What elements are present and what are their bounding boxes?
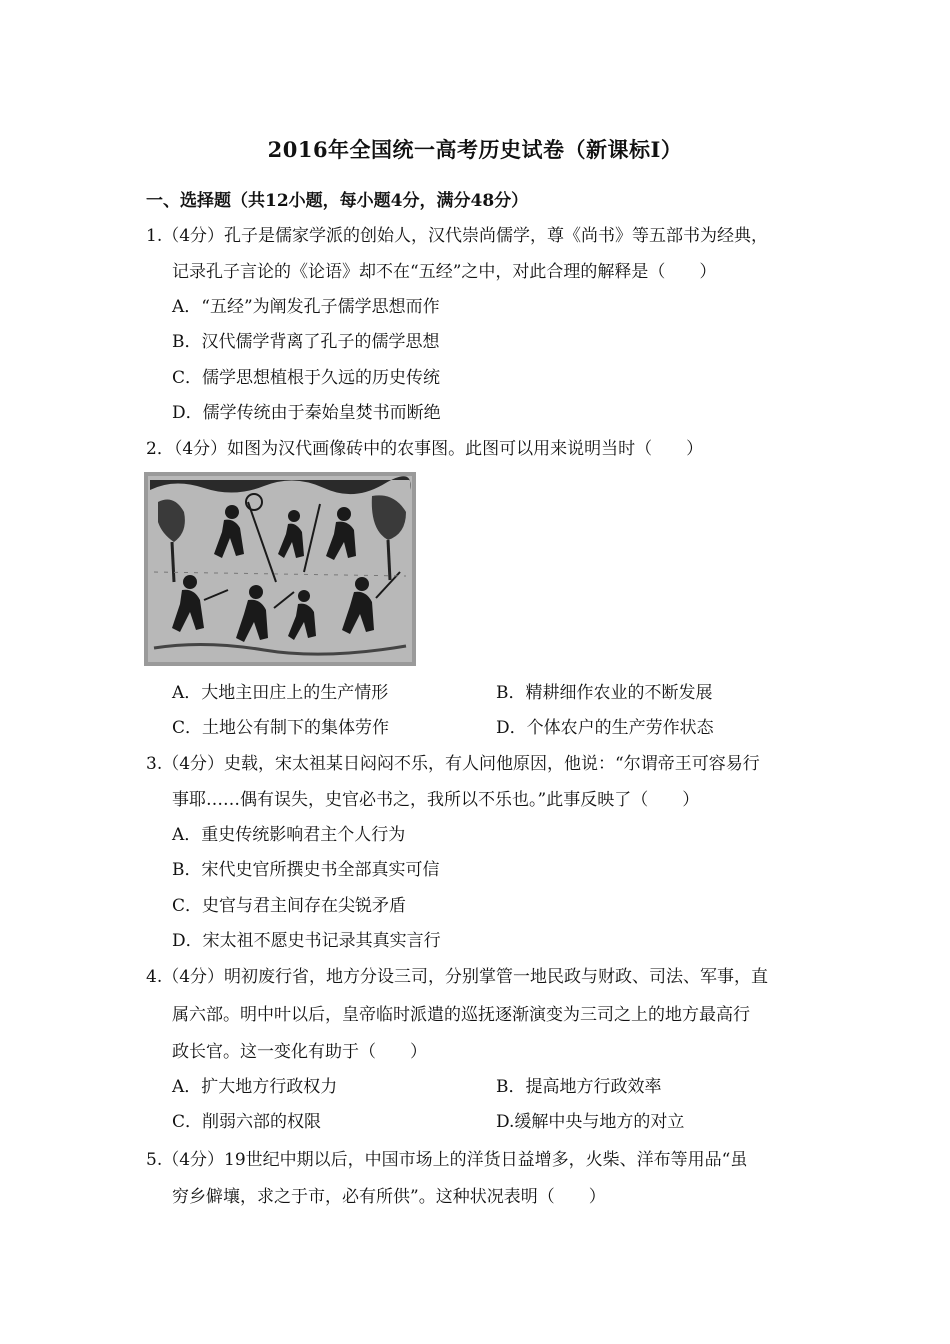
question-5-line-2: 穷乡僻壤，求之于市，必有所供”。这种状况表明（ ） [172,1187,606,1207]
question-4-option-b: B．提高地方行政效率 [496,1077,662,1097]
question-2-option-d: D．个体农户的生产劳作状态 [496,718,714,738]
farming-scene-image [144,472,416,666]
question-3-option-c: C．史官与君主间存在尖锐矛盾 [172,896,407,916]
question-4-option-d: D.缓解中央与地方的对立 [496,1112,685,1132]
question-1-line-2: 记录孔子言论的《论语》却不在“五经”之中，对此合理的解释是（ ） [172,262,717,282]
question-2-option-c: C．土地公有制下的集体劳作 [172,718,390,738]
question-3-line-2: 事耶……偶有误失，史官必书之，我所以不乐也。”此事反映了（ ） [172,790,700,810]
question-4-line-2: 属六部。明中叶以后，皇帝临时派遣的巡抚逐渐演变为三司之上的地方最高行 [172,1005,750,1025]
question-5-line-1: 5.（4分）19世纪中期以后，中国市场上的洋货日益增多，火柴、洋布等用品“虽 [146,1150,748,1170]
question-4-line-3: 政长官。这一变化有助于（ ） [172,1042,427,1062]
question-1-option-a: A．“五经”为阐发孔子儒学思想而作 [172,297,440,317]
question-2-option-a: A．大地主田庄上的生产情形 [172,683,389,703]
question-3-option-a: A．重史传统影响君主个人行为 [172,825,406,845]
question-3-option-b: B．宋代史官所撰史书全部真实可信 [172,860,440,880]
exam-title: 2016年全国统一高考历史试卷（新课标Ⅰ） [267,137,683,162]
question-1-option-b: B．汉代儒学背离了孔子的儒学思想 [172,332,440,352]
question-3-option-d: D．宋太祖不愿史书记录其真实言行 [172,931,441,951]
question-3-line-1: 3.（4分）史载，宋太祖某日闷闷不乐，有人问他原因，他说：“尔谓帝王可容易行 [146,754,760,774]
question-1-option-c: C．儒学思想植根于久远的历史传统 [172,368,441,388]
question-4-line-1: 4.（4分）明初废行省，地方分设三司，分别掌管一地民政与财政、司法、军事，直 [146,967,769,987]
question-1-line-1: 1.（4分）孔子是儒家学派的创始人，汉代崇尚儒学，尊《尚书》等五部书为经典， [146,226,769,246]
section-heading: 一、选择题（共12小题，每小题4分，满分48分） [146,191,529,211]
question-4-option-a: A．扩大地方行政权力 [172,1077,338,1097]
question-4-option-c: C．削弱六部的权限 [172,1112,322,1132]
question-2-line-1: 2．（4分）如图为汉代画像砖中的农事图。此图可以用来说明当时（ ） [146,439,704,459]
question-2-option-b: B．精耕细作农业的不断发展 [496,683,713,703]
question-1-option-d: D．儒学传统由于秦始皇焚书而断绝 [172,403,441,423]
